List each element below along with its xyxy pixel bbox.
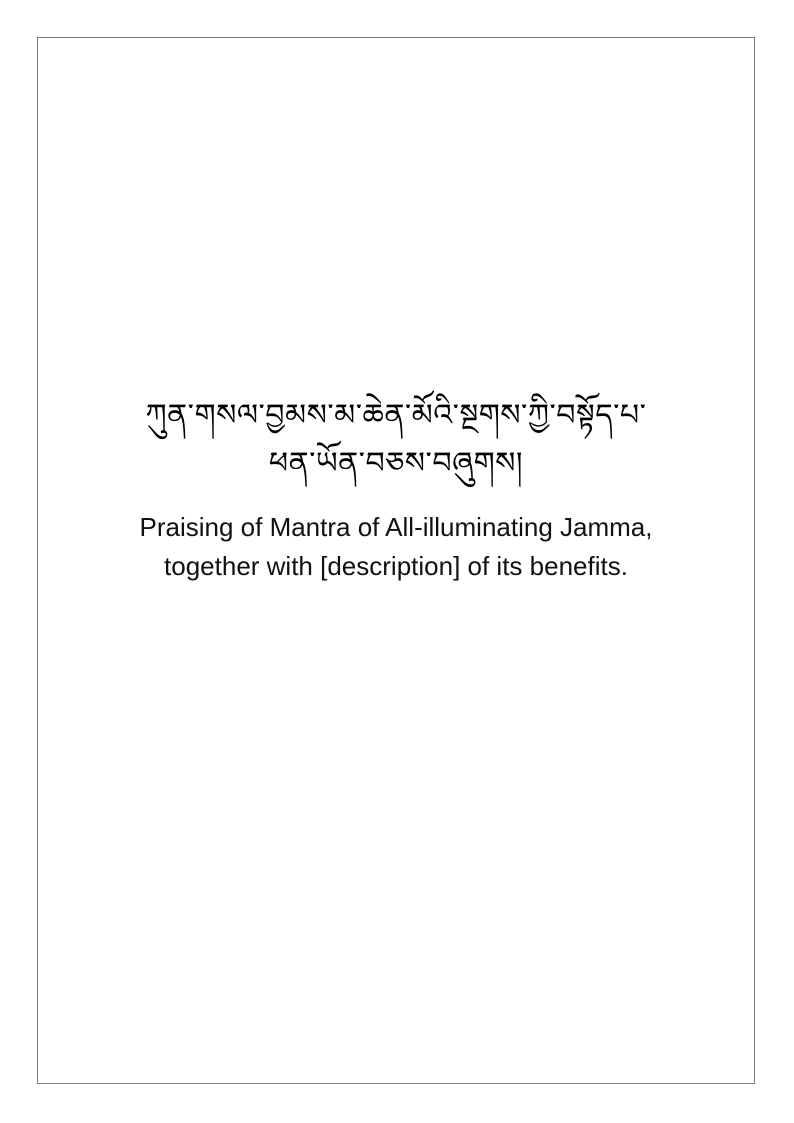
tibetan-title-line-1: ཀུན་གསལ་བྱམས་མ་ཆེན་མོའི་སྔགས་ཀྱི་བསྟོད་པ་ [145,398,647,433]
title-block [37,392,755,586]
english-title [37,508,755,586]
tibetan-title-line-2: ཕན་ཡོན་བཅས་བཞུགས། [268,446,524,481]
english-title-line-2: together with [description] of its benefits. [164,551,628,581]
english-title-line-1: Praising of Mantra of All-illuminating Jamma, [139,512,653,542]
